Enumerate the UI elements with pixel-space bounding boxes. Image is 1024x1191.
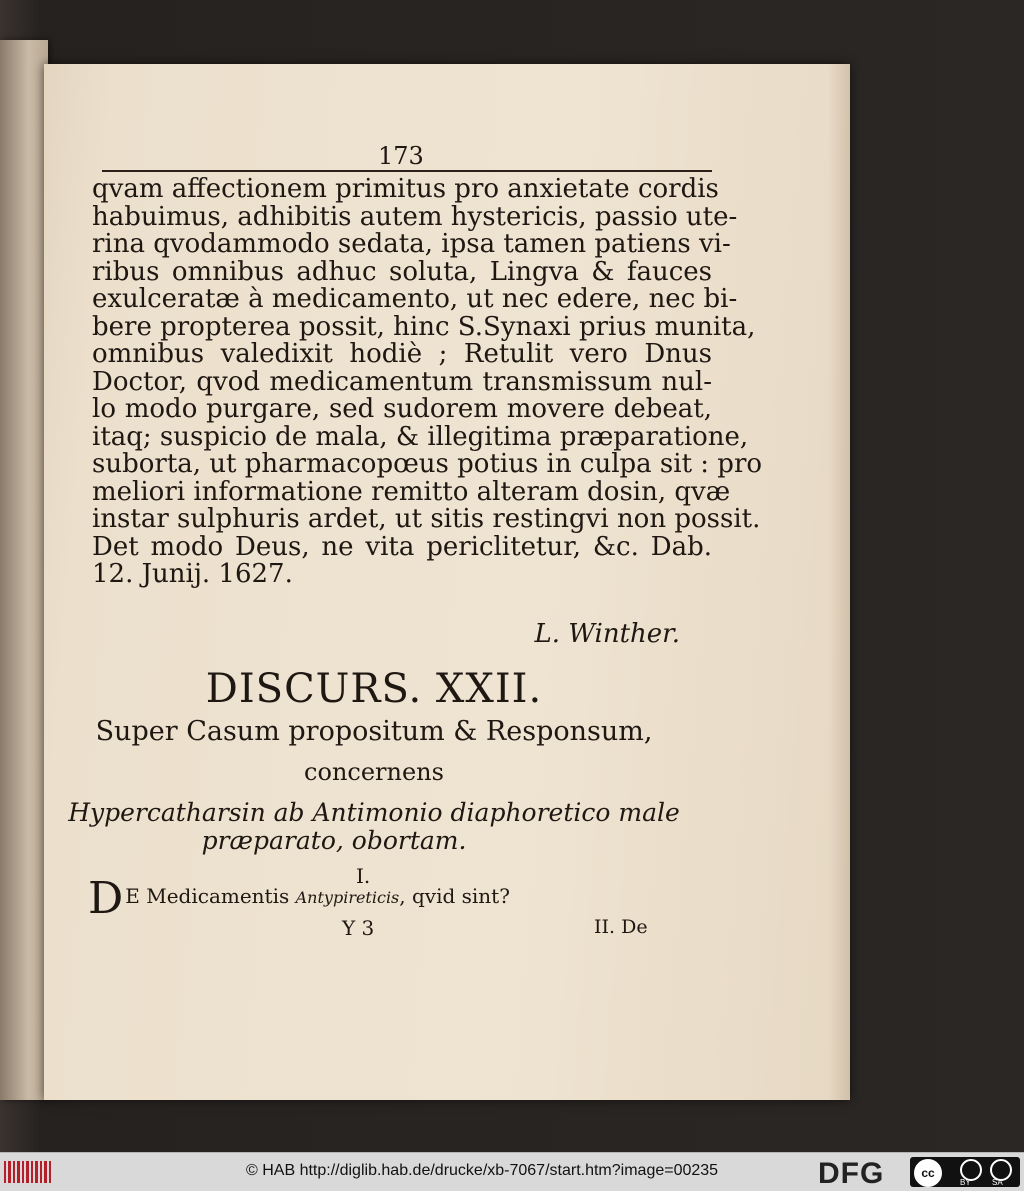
section-heading: DISCURS. XXII. bbox=[205, 666, 543, 712]
viewer-footer bbox=[0, 1152, 1024, 1191]
signature-mark: Y 3 bbox=[342, 916, 375, 940]
subheading-line: Super Casum propositum & Responsum, bbox=[95, 716, 653, 747]
subheading-italic-line: præparato, obortam. bbox=[201, 826, 467, 855]
body-line: lo modo purgare, sed sudorem movere debeat, bbox=[92, 394, 712, 424]
by-label: BY bbox=[960, 1178, 971, 1187]
section-numeral: I. bbox=[356, 864, 371, 888]
cc-icon: cc bbox=[914, 1159, 942, 1187]
body-line: qvam affectionem primitus pro anxietate cordis bbox=[92, 174, 719, 204]
item-italic-word: Antypireticis bbox=[295, 888, 400, 907]
barcode-icon bbox=[4, 1161, 51, 1183]
source-link[interactable]: © HAB http://diglib.hab.de/drucke/xb-7067/start.htm?image=00235 bbox=[246, 1162, 719, 1179]
dfg-logo[interactable]: DFG bbox=[818, 1157, 885, 1190]
body-line: 12. Junij. 1627. bbox=[92, 559, 293, 589]
body-line: Det modo Deus, ne vita periclitetur, &c. Dab. bbox=[92, 531, 712, 562]
sa-label: SA bbox=[992, 1178, 1003, 1187]
item-text-end: , qvid sint? bbox=[399, 884, 510, 908]
body-line: suborta, ut pharmacopœus potius in culpa sit : pro bbox=[92, 449, 763, 479]
subheading-italic-line: Hypercatharsin ab Antimonio diaphoretico male bbox=[68, 798, 680, 827]
subheading-line: concernens bbox=[304, 758, 444, 786]
body-line: ribus omnibus adhuc soluta, Lingva & fauces bbox=[92, 256, 712, 287]
body-line: omnibus valedixit hodiè ; Retulit vero Dnus bbox=[92, 339, 712, 369]
body-line: exulceratæ à medicamento, ut nec edere, nec bi- bbox=[92, 284, 738, 314]
catchword: II. De bbox=[594, 916, 648, 938]
body-line: rina qvodammodo sedata, ipsa tamen patiens vi- bbox=[92, 229, 731, 259]
page-number: 173 bbox=[378, 142, 424, 170]
body-line: itaq; suspicio de mala, & illegitima præparatione, bbox=[92, 421, 749, 452]
body-line: meliori informatione remitto alteram dosin, qvæ bbox=[92, 476, 731, 507]
cc-by-sa-icon[interactable] bbox=[910, 1157, 1020, 1187]
book-page bbox=[44, 64, 850, 1100]
drop-cap: D bbox=[88, 873, 124, 924]
letter-signature: L. Winther. bbox=[534, 619, 680, 649]
body-line: habuimus, adhibitis autem hystericis, passio ute- bbox=[92, 201, 738, 232]
item-text-start: E Medicamentis bbox=[125, 884, 290, 908]
body-text bbox=[92, 174, 763, 589]
first-item-line bbox=[88, 873, 510, 924]
body-line: Doctor, qvod medicamentum transmissum nul- bbox=[92, 366, 712, 397]
body-line: bere propterea possit, hinc S.Synaxi prius munita, bbox=[92, 311, 756, 342]
previous-page-edge bbox=[0, 40, 48, 1100]
header-rule bbox=[102, 170, 712, 172]
body-line: instar sulphuris ardet, ut sitis restingvi non possit. bbox=[92, 504, 761, 534]
